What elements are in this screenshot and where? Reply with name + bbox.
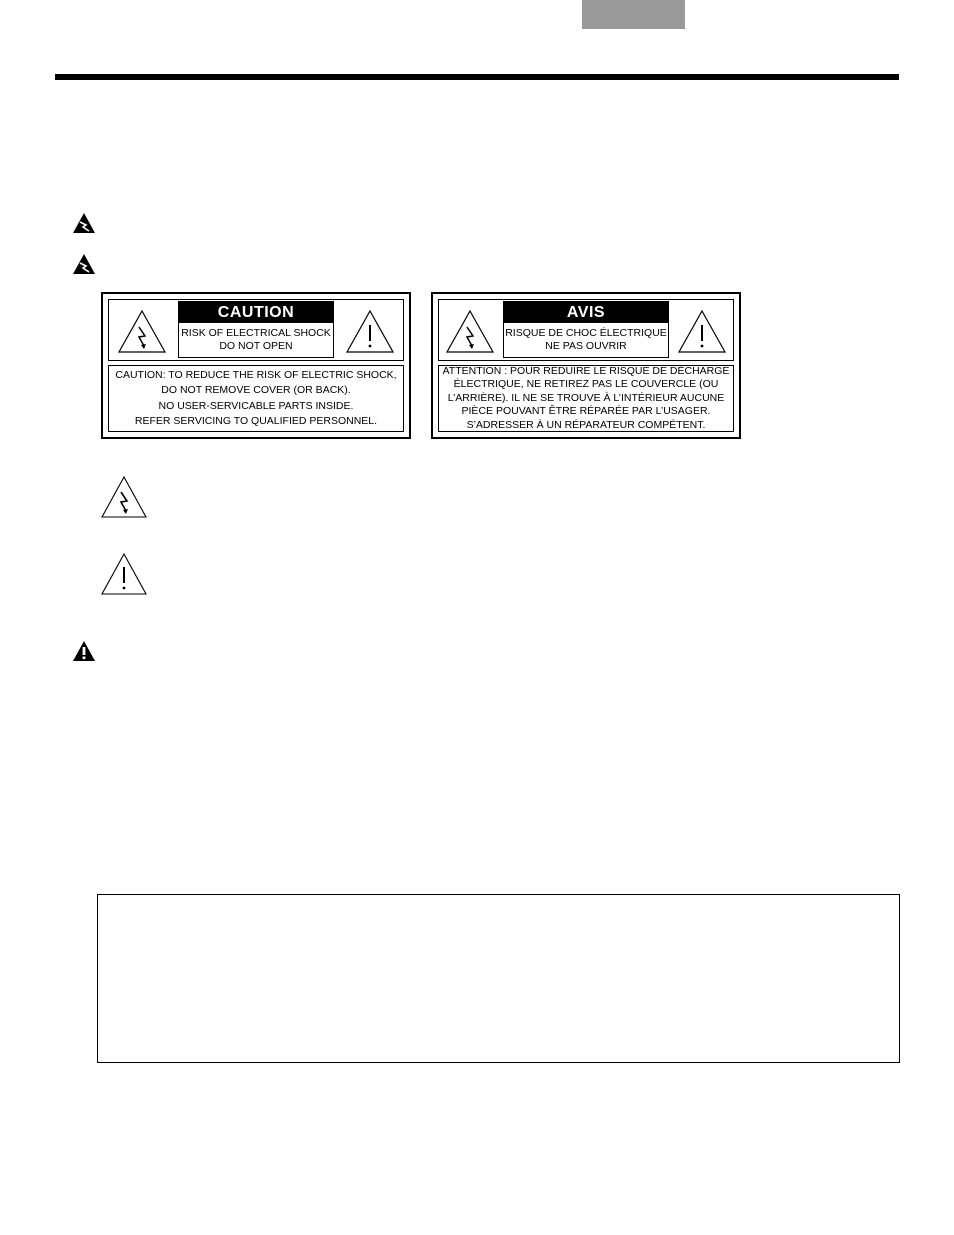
exclamation-triangle-icon bbox=[345, 308, 395, 354]
caution-title: CAUTION bbox=[179, 302, 333, 323]
caution-text-line: DO NOT REMOVE COVER (OR BACK). bbox=[161, 384, 351, 396]
header-tab bbox=[582, 0, 685, 29]
caution-top-line: DO NOT OPEN bbox=[219, 340, 293, 352]
exclamation-triangle-icon bbox=[100, 552, 148, 596]
avis-top-line: NE PAS OUVRIR bbox=[545, 340, 627, 352]
lightning-warning-icon bbox=[72, 253, 96, 275]
caution-text-line: NO USER-SERVICABLE PARTS INSIDE. bbox=[158, 399, 354, 412]
notice-box bbox=[97, 894, 900, 1063]
lightning-triangle-icon bbox=[117, 308, 167, 354]
avis-label bbox=[431, 292, 741, 439]
exclamation-warning-icon bbox=[72, 640, 96, 662]
caution-text-line: REFER SERVICING TO QUALIFIED PERSONNEL. bbox=[134, 415, 378, 427]
lightning-warning-icon bbox=[72, 212, 96, 234]
caution-label-text bbox=[108, 365, 404, 432]
lightning-triangle-icon bbox=[445, 308, 495, 354]
exclamation-triangle-icon bbox=[677, 308, 727, 354]
lightning-triangle-icon bbox=[100, 475, 148, 519]
caution-text-line: CAUTION: TO REDUCE THE RISK OF ELECTRIC SHOCK, bbox=[115, 368, 397, 381]
caution-top-line: RISK OF ELECTRICAL SHOCK bbox=[181, 327, 331, 339]
avis-text-line: ATTENTION : POUR RÉDUIRE LE RISQUE DE DÉCHARGE bbox=[442, 364, 730, 377]
avis-title-box bbox=[503, 301, 669, 358]
header-rule bbox=[55, 74, 899, 80]
caution-label bbox=[101, 292, 411, 439]
avis-text-line: L’ARRIÈRE). IL NE SE TROUVE À L’INTÉRIEUR AUCUNE bbox=[447, 391, 725, 404]
caution-title-box bbox=[178, 301, 334, 358]
avis-label-text bbox=[438, 365, 734, 432]
avis-top-line: RISQUE DE CHOC ÉLECTRIQUE bbox=[505, 327, 667, 339]
avis-text-line: S’ADRESSER À UN RÉPARATEUR COMPÉTENT. bbox=[466, 418, 706, 431]
avis-text-line: PIÈCE POUVANT ÊTRE RÉPARÉE PAR L’USAGER. bbox=[461, 405, 711, 418]
avis-title: AVIS bbox=[504, 302, 668, 323]
avis-text-line: ÉLECTRIQUE, NE RETIREZ PAS LE COUVERCLE (OU bbox=[453, 378, 719, 391]
